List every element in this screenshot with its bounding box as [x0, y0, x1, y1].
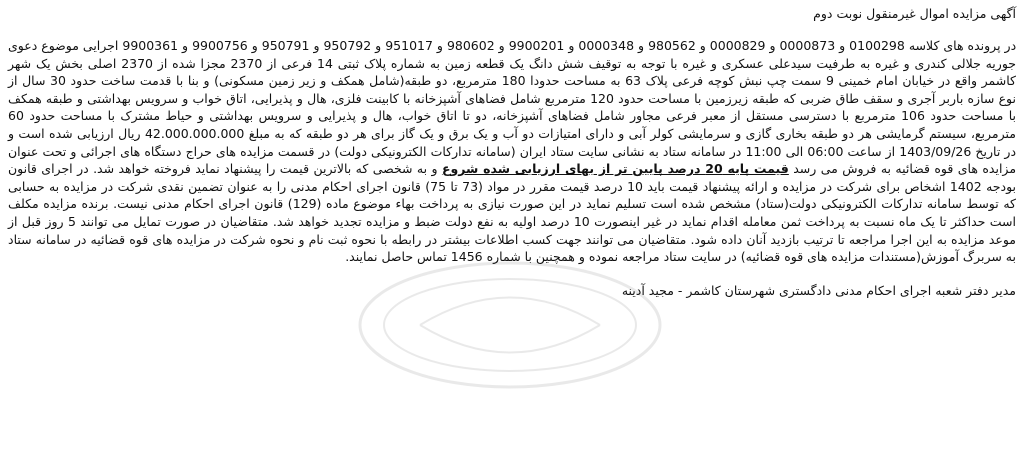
notice-body-part-1: در پرونده های کلاسه 0100298 و 0000873 و 0000829 و 980562 و 0000348 و 9900201 و 980602 و 951017 و 950792 و 950791 و 9900756 و 9900361 اجرایی موضوع دعوی جوریه جلالی کندری و غیره به طرفیت سیدعلی عسکری و غیره با توجه به توقیف شش دانگ یک قطعه زمین به شماره پلاک ثبتی 14 فرعی از 2370 مجزا شده از 2370 اصلی بخش یک شهر کاشمر واقع در خیابان امام خمینی 9 سمت چپ نبش کوچه فرعی پلاک 63 به مساحت حدودا 180 مترمربع، دو طبقه(شامل همکف و زیر زمین مسکونی) و بنا با قدمت ساخت حدود 30 سال از نوع سازه باربر آجری و سقف طاق ضربی که طبقه زیرزمین با مساحت حدود 120 مترمربع شامل فضاهای آشپزخانه با کابینت فلزی، هال و پذیرایی، اتاق خواب و سرویس بهداشتی و طبقه همکف با مساحت حدود 106 مترمربع با دسترسی مستقل از معبر فرعی مجاور شامل فضاهای آشپزخانه، دو تا اتاق خواب، هال و پذیرایی و سرویس بهداشتی و حیاط مشترک با مساحت حدود 60 مترمربع، سیستم گرمایشی هر دو طبقه بخاری گازی و سرمایشی کولر آبی و دارای امتیازات دو آب و یک برق و یک گاز برای هر دو طبقه که به مبلغ 42.000.000.000 ریال ارزیابی شده است و در تاریخ 1403/09/26 از ساعت 06:00 الی 11:00 در سامانه ستاد به نشانی سایت ستاد ایران (سامانه تدارکات الکترونیکی دولت) در قسمت مزایده های حراج دستگاه های اجرائی و تحت عنوان مزایده های قوه قضائیه به فروش می رسد: [8, 38, 1017, 177]
notice-title: آگهی مزایده اموال غیرمنقول نوبت دوم: [813, 6, 1016, 21]
notice-body-part-2: و به شخصی که بالاترین قیمت را پیشنهاد نماید فروخته خواهد شد. در اجرای قانون بودجه 1402 اشخاص برای شرکت در مزایده و ارائه پیشنهاد قیمت باید 10 درصد قیمت مقرر در مواد (73 تا 75) قانون اجرای احکام مدنی را به عنوان تضمین نقدی شرکت در مزایده به حسابی که توسط سامانه تدارکات الکترونیکی دولت(ستاد) مشخص شده است تسلیم نماید در این صورت نیازی به پرداخت بهاء موضوع ماده (129) قانون اجرای احکام مدنی نیست. برنده مزایده مکلف است حداکثر تا یک ماه نسبت به پرداخت ثمن معامله اقدام نماید در غیر اینصورت 10 درصد اولیه به نفع دولت ضبط و مزایده تجدید خواهد شد. متقاضیان در صورت تمایل می توانند 5 روز قبل از موعد مزایده به این اجرا مراجعه تا ترتیب بازدید آنان داده شود. متقاضیان می توانند جهت کسب اطلاعات بیشتر در رابطه با نحوه ثبت نام و نحوه شرکت در مزایده های قوه قضائیه در سامانه ستاد به سربرگ آموزش(مستندات مزایده های قوه قضائیه) در سایت ستاد مراجعه نموده و همچنین با شماره 1456 تماس حاصل نمایند.: [8, 161, 1017, 265]
notice-body: [8, 37, 1016, 266]
notice-signature: مدیر دفتر شعبه اجرای احکام مدنی دادگستری شهرستان کاشمر - مجید آدینه: [621, 282, 1016, 298]
base-price-emphasis: قیمت پایه 20 درصد پایین تر از بهای ارزیابی شده شروع: [441, 161, 789, 177]
